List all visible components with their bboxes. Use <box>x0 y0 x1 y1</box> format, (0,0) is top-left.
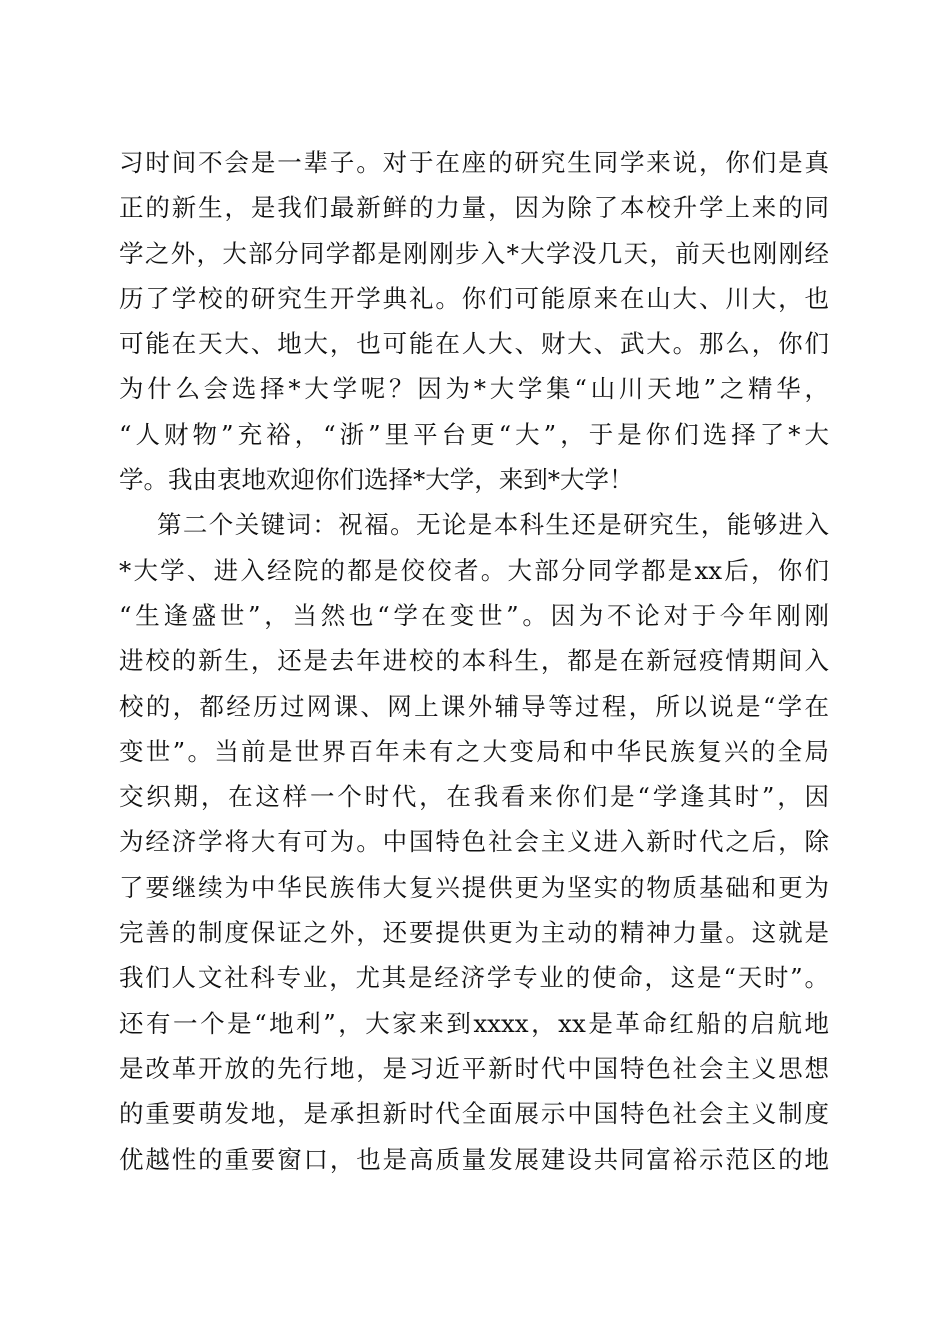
text-line-4: 历了学校的研究生开学典礼。你们可能原来在山大、川大，也 <box>119 283 829 313</box>
text-line-9: 第二个关键词：祝福。无论是本科生还是研究生，能够进入 <box>157 510 829 540</box>
text-line-22: 的重要萌发地，是承担新时代全面展示中国特色社会主义制度 <box>119 1099 829 1129</box>
text-line-19: 我们人文社科专业，尤其是经济学专业的使命，这是“天时”。 <box>119 963 829 993</box>
text-line-18: 完善的制度保证之外，还要提供更为主动的精神力量。这就是 <box>119 918 829 948</box>
text-line-15: 交织期，在这样一个时代，在我看来你们是“学逢其时”，因 <box>119 782 829 812</box>
text-line-23: 优越性的重要窗口，也是高质量发展建设共同富裕示范区的地 <box>119 1144 829 1174</box>
text-line-3: 学之外，大部分同学都是刚刚步入*大学没几天，前天也刚刚经 <box>119 238 829 268</box>
text-line-8: 学。我由衷地欢迎你们选择*大学，来到*大学！ <box>119 465 634 495</box>
text-line-7: “人财物”充裕，“浙”里平台更“大”，于是你们选择了*大 <box>119 419 829 449</box>
text-line-1: 习时间不会是一辈子。对于在座的研究生同学来说，你们是真 <box>119 148 829 177</box>
text-line-13: 校的，都经历过网课、网上课外辅导等过程，所以说是“学在 <box>119 691 829 721</box>
text-line-12: 进校的新生，还是去年进校的本科生，都是在新冠疫情期间入 <box>119 646 829 676</box>
text-line-11: “生逢盛世”，当然也“学在变世”。因为不论对于今年刚刚 <box>119 600 829 630</box>
text-line-21: 是改革开放的先行地，是习近平新时代中国特色社会主义思想 <box>119 1053 829 1083</box>
text-line-20: 还有一个是“地利”，大家来到xxxx，xx是革命红船的启航地 <box>119 1008 829 1038</box>
text-line-10: *大学、进入经院的都是佼佼者。大部分同学都是xx后，你们 <box>119 555 829 585</box>
body-text <box>119 140 829 1182</box>
text-line-6: 为什么会选择*大学呢？因为*大学集“山川天地”之精华， <box>119 374 829 404</box>
text-line-14: 变世”。当前是世界百年未有之大变局和中华民族复兴的全局 <box>119 736 829 766</box>
text-line-2: 正的新生，是我们最新鲜的力量，因为除了本校升学上来的同 <box>119 193 829 223</box>
text-line-5: 可能在天大、地大，也可能在人大、财大、武大。那么，你们 <box>119 329 829 359</box>
text-line-16: 为经济学将大有可为。中国特色社会主义进入新时代之后，除 <box>119 827 829 857</box>
text-line-17: 了要继续为中华民族伟大复兴提供更为坚实的物质基础和更为 <box>119 872 829 902</box>
